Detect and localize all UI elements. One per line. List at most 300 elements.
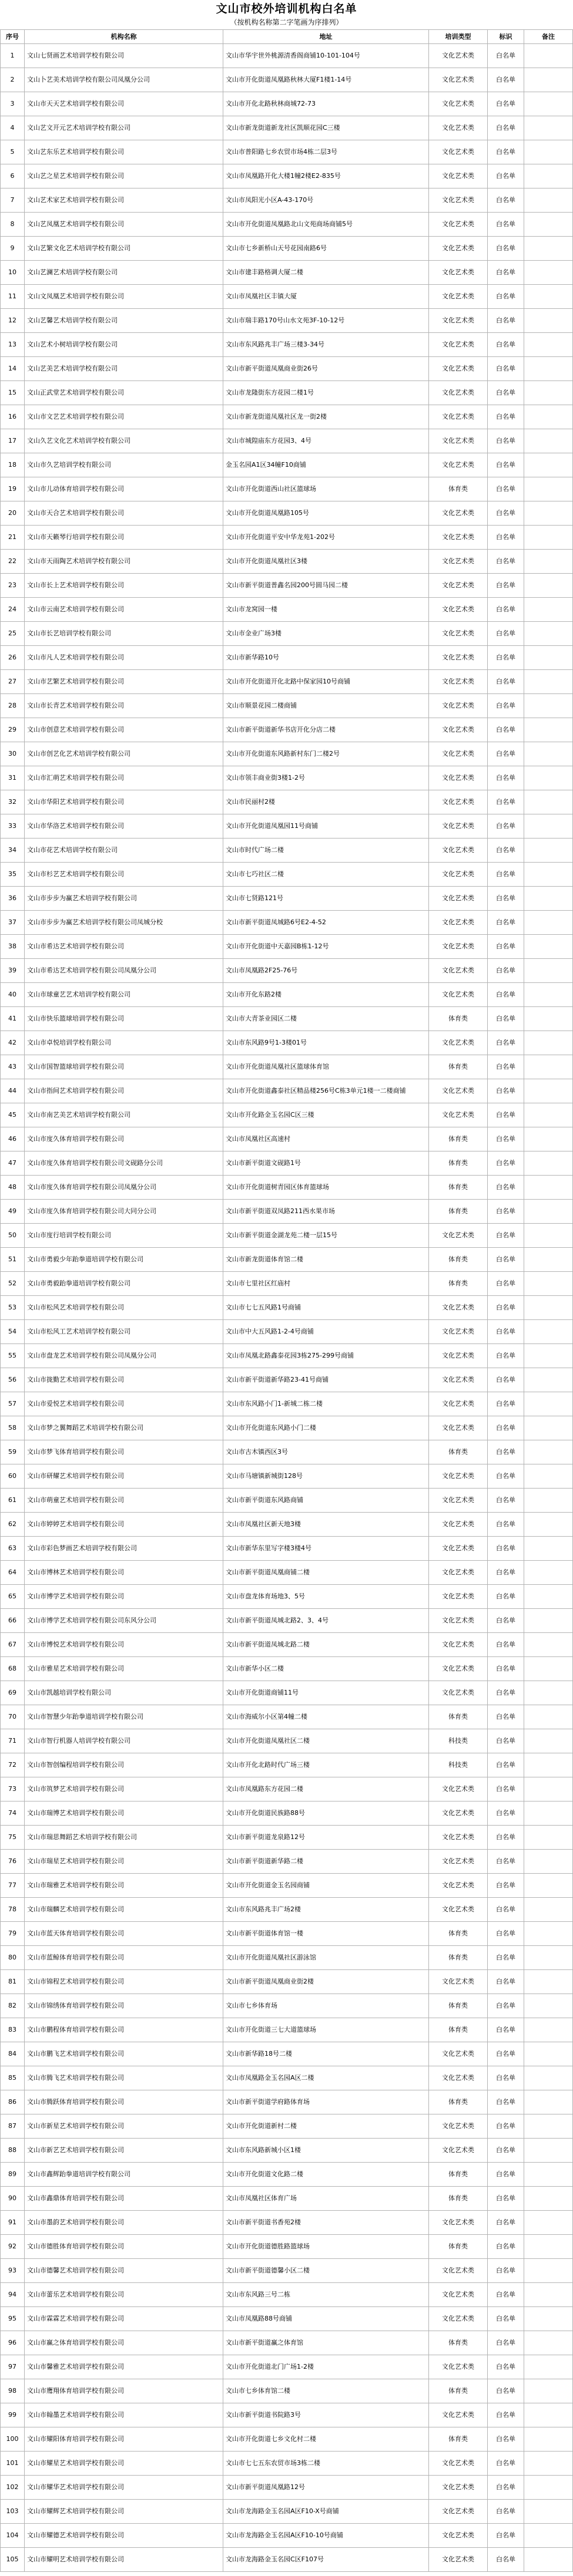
training-type: 文化艺术类 <box>429 68 488 92</box>
row-number: 42 <box>1 1031 25 1055</box>
training-type: 文化艺术类 <box>429 983 488 1007</box>
remark <box>524 718 573 742</box>
training-type: 科技类 <box>429 1729 488 1753</box>
row-number: 1 <box>1 44 25 68</box>
whitelist-mark: 白名单 <box>488 2187 524 2211</box>
row-number: 57 <box>1 1392 25 1416</box>
table-row <box>1 213 573 237</box>
address: 文山市开化北路时代广场三楼 <box>223 1753 429 1777</box>
address: 文山市开化街道北门广场1-2楼 <box>223 2355 429 2379</box>
whitelist-mark: 白名单 <box>488 2283 524 2307</box>
whitelist-mark: 白名单 <box>488 1513 524 1537</box>
training-type: 体育类 <box>429 1946 488 1970</box>
institution-name: 文山市勇毅少年跆拳道培训学校有限公司 <box>25 1248 223 1272</box>
whitelist-mark: 白名单 <box>488 670 524 694</box>
table-row <box>1 1874 573 1898</box>
institution-name: 文山市耀阳体育培训学校有限公司 <box>25 2427 223 2452</box>
remark <box>524 646 573 670</box>
whitelist-table <box>0 29 573 2572</box>
row-number: 47 <box>1 1151 25 1176</box>
training-type: 体育类 <box>429 2163 488 2187</box>
institution-name: 文山市蓝鲸体育培训学校有限公司 <box>25 1946 223 1970</box>
table-row <box>1 2476 573 2500</box>
institution-name: 文山市博学艺术培训学校有限公司东风分公司 <box>25 1609 223 1633</box>
row-number: 93 <box>1 2259 25 2283</box>
address: 文山市开化街道文化路二楼 <box>223 2163 429 2187</box>
table-row <box>1 2452 573 2476</box>
training-type: 文化艺术类 <box>429 453 488 477</box>
address: 文山市新平街道东风路商铺 <box>223 1489 429 1513</box>
training-type: 文化艺术类 <box>429 1344 488 1368</box>
training-type: 文化艺术类 <box>429 2114 488 2139</box>
address: 文山市开化街道东风路小门二楼 <box>223 1416 429 1440</box>
address: 文山市城隍庙东方花园3、4号 <box>223 429 429 453</box>
whitelist-mark: 白名单 <box>488 887 524 911</box>
address: 文山市开化北路秋林商城72-73 <box>223 92 429 116</box>
table-row <box>1 2066 573 2090</box>
row-number: 95 <box>1 2307 25 2331</box>
row-number: 83 <box>1 2018 25 2042</box>
training-type: 体育类 <box>429 2090 488 2114</box>
row-number: 79 <box>1 1922 25 1946</box>
address: 文山市顺景花园二楼商铺 <box>223 694 429 718</box>
training-type: 文化艺术类 <box>429 333 488 357</box>
institution-name: 文山市鹏飞艺术培训学校有限公司 <box>25 2042 223 2066</box>
whitelist-mark: 白名单 <box>488 2476 524 2500</box>
table-row <box>1 2307 573 2331</box>
remark <box>524 1946 573 1970</box>
remark <box>524 1296 573 1320</box>
table-row <box>1 357 573 381</box>
training-type: 文化艺术类 <box>429 742 488 766</box>
remark <box>524 501 573 526</box>
institution-name: 文山市华洛艺术培训学校有限公司 <box>25 814 223 839</box>
table-row <box>1 2163 573 2187</box>
training-type: 文化艺术类 <box>429 1537 488 1561</box>
address: 文山市建丰路格调大厦二楼 <box>223 261 429 285</box>
institution-name: 文山市球童艺艺术培训学校有限公司 <box>25 983 223 1007</box>
row-number: 60 <box>1 1464 25 1489</box>
whitelist-mark: 白名单 <box>488 1609 524 1633</box>
row-number: 59 <box>1 1440 25 1464</box>
table-row <box>1 1850 573 1874</box>
training-type: 文化艺术类 <box>429 1392 488 1416</box>
table-row <box>1 1970 573 1994</box>
row-number: 48 <box>1 1176 25 1200</box>
institution-name: 文山市天合艺术培训学校有限公司 <box>25 501 223 526</box>
row-number: 12 <box>1 309 25 333</box>
whitelist-mark: 白名单 <box>488 1922 524 1946</box>
remark <box>524 1320 573 1344</box>
address: 文山市海威尔小区第4幢二楼 <box>223 1705 429 1729</box>
table-row <box>1 598 573 622</box>
address: 文山市开化街道凤凰社区游泳馆 <box>223 1946 429 1970</box>
address: 文山市东风路小门1-新城二栋二楼 <box>223 1392 429 1416</box>
address: 文山市新平街道普鑫名园200号圆马园二楼 <box>223 574 429 598</box>
table-row <box>1 285 573 309</box>
whitelist-mark: 白名单 <box>488 2427 524 2452</box>
page-title: 文山市校外培训机构白名单 <box>216 2 357 15</box>
training-type: 文化艺术类 <box>429 1464 488 1489</box>
row-number: 64 <box>1 1561 25 1585</box>
address: 文山市中大五风路1-2-4号商铺 <box>223 1320 429 1344</box>
training-type: 文化艺术类 <box>429 2500 488 2524</box>
whitelist-mark: 白名单 <box>488 68 524 92</box>
training-type: 文化艺术类 <box>429 694 488 718</box>
table-row <box>1 2524 573 2548</box>
remark <box>524 1753 573 1777</box>
address: 文山市新平街道书香苑2楼 <box>223 2211 429 2235</box>
row-number: 98 <box>1 2379 25 2403</box>
address: 文山市华宇世外桃源清香阁商铺10-101-104号 <box>223 44 429 68</box>
training-type: 文化艺术类 <box>429 863 488 887</box>
whitelist-mark: 白名单 <box>488 718 524 742</box>
address: 文山市开化街道七乡文化村二楼 <box>223 2427 429 2452</box>
whitelist-mark: 白名单 <box>488 2452 524 2476</box>
whitelist-mark: 白名单 <box>488 333 524 357</box>
institution-name: 文山市赢之体育培训学校有限公司 <box>25 2331 223 2355</box>
row-number: 82 <box>1 1994 25 2018</box>
address: 文山市凤凰社区体育广场 <box>223 2187 429 2211</box>
whitelist-mark: 白名单 <box>488 2307 524 2331</box>
institution-name: 文山市步步为赢艺术培训学校有限公司 <box>25 887 223 911</box>
table-row <box>1 1200 573 1224</box>
table-row <box>1 309 573 333</box>
remark <box>524 911 573 935</box>
header-institution-name: 机构名称 <box>25 30 223 44</box>
row-number: 44 <box>1 1079 25 1103</box>
institution-name: 文山市度久体育培训学校有限公司文砚路分公司 <box>25 1151 223 1176</box>
address: 文山市七里社区红庙村 <box>223 1272 429 1296</box>
remark <box>524 887 573 911</box>
institution-name: 文山市博悦艺术培训学校有限公司 <box>25 1633 223 1657</box>
address: 文山市七乡新桥山天号花园南路6号 <box>223 237 429 261</box>
whitelist-mark: 白名单 <box>488 766 524 790</box>
remark <box>524 1705 573 1729</box>
remark <box>524 1729 573 1753</box>
remark <box>524 1777 573 1801</box>
table-row <box>1 1489 573 1513</box>
table-row <box>1 1537 573 1561</box>
remark <box>524 1464 573 1489</box>
address: 文山市新华东里写字楼3楼4号 <box>223 1537 429 1561</box>
address: 金玉名园A1区34幢F10商铺 <box>223 453 429 477</box>
whitelist-mark: 白名单 <box>488 646 524 670</box>
address: 文山市凤阳光小区A-43-170号 <box>223 188 429 213</box>
remark <box>524 357 573 381</box>
institution-name: 文山市天籁琴行培训学校有限公司 <box>25 526 223 550</box>
table-row <box>1 188 573 213</box>
institution-name: 文山市瑞星艺术培训学校有限公司 <box>25 1850 223 1874</box>
remark <box>524 237 573 261</box>
institution-name: 文山市希达艺术培训学校有限公司凤凰分公司 <box>25 959 223 983</box>
address: 文山市龙隆街东方花园二楼1号 <box>223 381 429 405</box>
address: 文山市开化街道民族路88号 <box>223 1801 429 1826</box>
table-row <box>1 1224 573 1248</box>
training-type: 文化艺术类 <box>429 935 488 959</box>
institution-name: 文山市博学艺术培训学校有限公司 <box>25 1585 223 1609</box>
table-row <box>1 1946 573 1970</box>
training-type: 文化艺术类 <box>429 1970 488 1994</box>
institution-name: 文山市耀星艺术培训学校有限公司 <box>25 2452 223 2476</box>
table-row <box>1 477 573 501</box>
institution-name: 文山市智创编程培训学校有限公司 <box>25 1753 223 1777</box>
whitelist-mark: 白名单 <box>488 1416 524 1440</box>
whitelist-mark: 白名单 <box>488 1826 524 1850</box>
remark <box>524 2211 573 2235</box>
institution-name: 文山市新星艺术培训学校有限公司 <box>25 2114 223 2139</box>
remark <box>524 1537 573 1561</box>
row-number: 26 <box>1 646 25 670</box>
institution-name: 文山市儿动体育培训学校有限公司 <box>25 477 223 501</box>
training-type: 文化艺术类 <box>429 1777 488 1801</box>
row-number: 20 <box>1 501 25 526</box>
table-row <box>1 2427 573 2452</box>
row-number: 51 <box>1 1248 25 1272</box>
training-type: 文化艺术类 <box>429 237 488 261</box>
whitelist-mark: 白名单 <box>488 1657 524 1681</box>
institution-name: 文山市瑞麟艺术培训学校有限公司 <box>25 1898 223 1922</box>
row-number: 69 <box>1 1681 25 1705</box>
row-number: 43 <box>1 1055 25 1079</box>
institution-name: 文山市萌童艺术培训学校有限公司 <box>25 1489 223 1513</box>
table-row <box>1 1898 573 1922</box>
institution-name: 文山市锦绣体育培训学校有限公司 <box>25 1994 223 2018</box>
whitelist-mark: 白名单 <box>488 1031 524 1055</box>
whitelist-mark: 白名单 <box>488 598 524 622</box>
remark <box>524 2427 573 2452</box>
whitelist-mark: 白名单 <box>488 1151 524 1176</box>
row-number: 56 <box>1 1368 25 1392</box>
training-type: 文化艺术类 <box>429 2307 488 2331</box>
whitelist-mark: 白名单 <box>488 2235 524 2259</box>
institution-name: 文山市勇毅跆拳道培训学校有限公司 <box>25 1272 223 1296</box>
table-row <box>1 2259 573 2283</box>
table-row <box>1 44 573 68</box>
table-row <box>1 116 573 140</box>
row-number: 6 <box>1 164 25 188</box>
table-row <box>1 381 573 405</box>
training-type: 文化艺术类 <box>429 2066 488 2090</box>
whitelist-mark: 白名单 <box>488 1753 524 1777</box>
row-number: 28 <box>1 694 25 718</box>
address: 文山市开化路金玉名园C区三楼 <box>223 1103 429 1127</box>
remark <box>524 309 573 333</box>
institution-name: 文山市婷婷艺术培训学校有限公司 <box>25 1513 223 1537</box>
institution-name: 文山市艺繁艺术培训学校有限公司 <box>25 670 223 694</box>
training-type: 文化艺术类 <box>429 550 488 574</box>
address: 文山市新平街道凤凰路12号 <box>223 2476 429 2500</box>
row-number: 35 <box>1 863 25 887</box>
remark <box>524 429 573 453</box>
training-type: 文化艺术类 <box>429 164 488 188</box>
remark <box>524 2018 573 2042</box>
whitelist-mark: 白名单 <box>488 1681 524 1705</box>
table-row <box>1 1055 573 1079</box>
whitelist-mark: 白名单 <box>488 261 524 285</box>
institution-name: 文山市国智篮球培训学校有限公司 <box>25 1055 223 1079</box>
row-number: 9 <box>1 237 25 261</box>
table-row <box>1 1392 573 1416</box>
row-number: 4 <box>1 116 25 140</box>
whitelist-mark: 白名单 <box>488 983 524 1007</box>
row-number: 13 <box>1 333 25 357</box>
row-number: 84 <box>1 2042 25 2066</box>
table-row <box>1 766 573 790</box>
remark <box>524 453 573 477</box>
training-type: 科技类 <box>429 1753 488 1777</box>
remark <box>524 1127 573 1151</box>
remark <box>524 2283 573 2307</box>
whitelist-mark: 白名单 <box>488 1224 524 1248</box>
whitelist-mark: 白名单 <box>488 1440 524 1464</box>
whitelist-mark: 白名单 <box>488 44 524 68</box>
address: 文山市新华路18号二楼 <box>223 2042 429 2066</box>
address: 文山市东风路9号1-3楼01号 <box>223 1031 429 1055</box>
table-row <box>1 1994 573 2018</box>
institution-name: 文山卜艺美术培训学校有限公司凤凰分公司 <box>25 68 223 92</box>
remark <box>524 694 573 718</box>
address: 文山市龙海路金玉名园A区F10-10号商铺 <box>223 2524 429 2548</box>
page-subtitle: （按机构名称第二字笔画为序排列） <box>230 18 343 26</box>
institution-name: 文山市锦程艺术培训学校有限公司 <box>25 1970 223 1994</box>
remark <box>524 574 573 598</box>
training-type: 文化艺术类 <box>429 1320 488 1344</box>
remark <box>524 2139 573 2163</box>
remark <box>524 68 573 92</box>
address: 文山市金业广场3楼 <box>223 622 429 646</box>
table-row <box>1 1609 573 1633</box>
row-number: 38 <box>1 935 25 959</box>
row-number: 74 <box>1 1801 25 1826</box>
remark <box>524 935 573 959</box>
institution-name: 文山市瑞博艺术培训学校有限公司 <box>25 1801 223 1826</box>
institution-name: 文山市久艺培训学校有限公司 <box>25 453 223 477</box>
remark <box>524 1970 573 1994</box>
table-row <box>1 2139 573 2163</box>
whitelist-mark: 白名单 <box>488 1898 524 1922</box>
training-type: 文化艺术类 <box>429 1561 488 1585</box>
table-row <box>1 1922 573 1946</box>
row-number: 40 <box>1 983 25 1007</box>
address: 文山市开化街道商铺11号 <box>223 1681 429 1705</box>
header-training-type: 培训类型 <box>429 30 488 44</box>
row-number: 102 <box>1 2476 25 2500</box>
address: 文山市龙海路金玉名园C区F107号 <box>223 2548 429 2572</box>
institution-name: 文山市耀明艺术培训学校有限公司 <box>25 2548 223 2572</box>
row-number: 86 <box>1 2090 25 2114</box>
row-number: 68 <box>1 1657 25 1681</box>
remark <box>524 1248 573 1272</box>
address: 文山市新平街道体育馆一楼 <box>223 1922 429 1946</box>
training-type: 文化艺术类 <box>429 1031 488 1055</box>
remark <box>524 1681 573 1705</box>
training-type: 文化艺术类 <box>429 116 488 140</box>
table-row <box>1 814 573 839</box>
whitelist-mark: 白名单 <box>488 526 524 550</box>
row-number: 72 <box>1 1753 25 1777</box>
address: 文山市开化街道开化北路中保家园10号商铺 <box>223 670 429 694</box>
remark <box>524 140 573 164</box>
table-row <box>1 92 573 116</box>
remark <box>524 863 573 887</box>
row-number: 23 <box>1 574 25 598</box>
table-row <box>1 501 573 526</box>
institution-name: 文山市杉艺艺术培训学校有限公司 <box>25 863 223 887</box>
institution-name: 文山市耀辉艺术培训学校有限公司 <box>25 2500 223 2524</box>
institution-name: 文山市花艺术培训学校有限公司 <box>25 839 223 863</box>
address: 文山市开化街道树青园区体育篮球场 <box>223 1176 429 1200</box>
whitelist-mark: 白名单 <box>488 2114 524 2139</box>
institution-name: 文山艺术小树培训学校有限公司 <box>25 333 223 357</box>
institution-name: 文山市度久体育培训学校有限公司 <box>25 1127 223 1151</box>
training-type: 文化艺术类 <box>429 1224 488 1248</box>
address: 文山市东风路三号二栋 <box>223 2283 429 2307</box>
address: 文山市东风路新城小区1楼 <box>223 2139 429 2163</box>
training-type: 文化艺术类 <box>429 188 488 213</box>
institution-name: 文山市指间艺术培训学校有限公司 <box>25 1079 223 1103</box>
whitelist-mark: 白名单 <box>488 1777 524 1801</box>
row-number: 81 <box>1 1970 25 1994</box>
row-number: 15 <box>1 381 25 405</box>
address: 文山市新龙街道凤凰社区龙一街2楼 <box>223 405 429 429</box>
row-number: 31 <box>1 766 25 790</box>
institution-name: 文山艺繁文化艺术培训学校有限公司 <box>25 237 223 261</box>
training-type: 文化艺术类 <box>429 405 488 429</box>
row-number: 5 <box>1 140 25 164</box>
address: 文山市开化街道凤凰社区二楼 <box>223 1729 429 1753</box>
row-number: 92 <box>1 2235 25 2259</box>
table-row <box>1 68 573 92</box>
address: 文山市新平街道凤城北路二楼 <box>223 1633 429 1657</box>
table-row <box>1 1777 573 1801</box>
table-row <box>1 1079 573 1103</box>
table-row <box>1 1681 573 1705</box>
table-row <box>1 670 573 694</box>
institution-name: 文山市华阳艺术培训学校有限公司 <box>25 790 223 814</box>
row-number: 7 <box>1 188 25 213</box>
row-number: 53 <box>1 1296 25 1320</box>
institution-name: 文山市筑梦艺术培训学校有限公司 <box>25 1777 223 1801</box>
address: 文山市开化街道凤凰园11号商铺 <box>223 814 429 839</box>
institution-name: 文山艺馨艺术培训学校有限公司 <box>25 309 223 333</box>
address: 文山市新平街道新华路23-41号商铺 <box>223 1368 429 1392</box>
whitelist-mark: 白名单 <box>488 140 524 164</box>
row-number: 78 <box>1 1898 25 1922</box>
institution-name: 文山市创艺化艺术培训学校有限公司 <box>25 742 223 766</box>
whitelist-mark: 白名单 <box>488 2355 524 2379</box>
row-number: 94 <box>1 2283 25 2307</box>
remark <box>524 526 573 550</box>
whitelist-mark: 白名单 <box>488 2163 524 2187</box>
table-row <box>1 237 573 261</box>
whitelist-mark: 白名单 <box>488 477 524 501</box>
table-row <box>1 911 573 935</box>
institution-name: 文山市创意艺术培训学校有限公司 <box>25 718 223 742</box>
institution-name: 文山艺美艺术培训学校有限公司 <box>25 357 223 381</box>
address: 文山市新平街道赢之体育馆 <box>223 2331 429 2355</box>
address: 文山市新龙街道体育馆二楼 <box>223 1248 429 1272</box>
training-type: 文化艺术类 <box>429 44 488 68</box>
table-row <box>1 1753 573 1777</box>
row-number: 85 <box>1 2066 25 2090</box>
training-type: 文化艺术类 <box>429 1416 488 1440</box>
remark <box>524 2042 573 2066</box>
whitelist-mark: 白名单 <box>488 1392 524 1416</box>
training-type: 体育类 <box>429 1248 488 1272</box>
training-type: 文化艺术类 <box>429 429 488 453</box>
row-number: 14 <box>1 357 25 381</box>
